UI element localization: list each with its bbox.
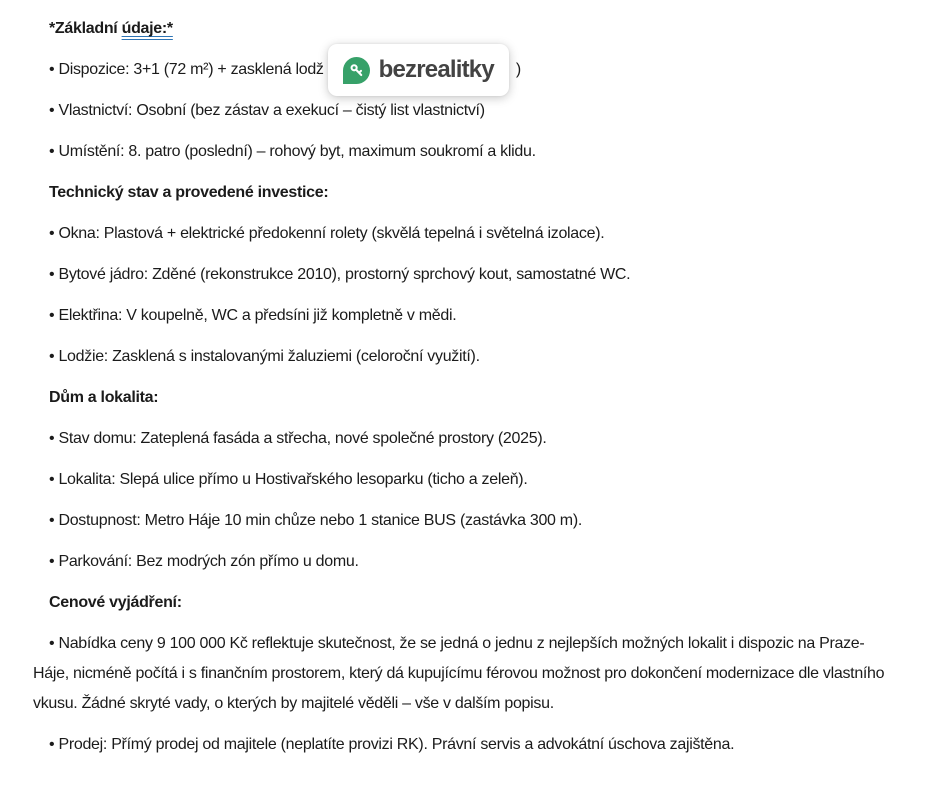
heading-cenove-vyjadreni: Cenové vyjádření: xyxy=(49,594,182,612)
dispozice-text-before: • Dispozice: 3+1 (72 m²) + zasklená lodž xyxy=(49,61,324,79)
bezrealitky-logo-text: bezrealitky xyxy=(378,56,494,83)
heading-dum-a-lokalita: Dům a lokalita: xyxy=(49,389,159,407)
bullet-lodzie: • Lodžie: Zasklená s instalovanými žaluziemi (celoroční využití). xyxy=(49,348,480,366)
title-underlined-part: údaje:* xyxy=(121,20,173,37)
title-prefix: *Základní xyxy=(49,20,122,37)
bullet-bytove-jadro: • Bytové jádro: Zděné (rekonstrukce 2010), prostorný sprchový kout, samostatné WC. xyxy=(49,266,631,284)
section-title-zakladni-udaje xyxy=(33,14,885,44)
bullet-umisteni: • Umístění: 8. patro (poslední) – rohový byt, maximum soukromí a klidu. xyxy=(49,143,536,161)
bullet-elektrina: • Elektřina: V koupelně, WC a předsíni již kompletně v mědi. xyxy=(49,307,457,325)
bezrealitky-logo-badge xyxy=(328,44,509,96)
bullet-parkovani: • Parkování: Bez modrých zón přímo u domu. xyxy=(49,553,359,571)
bullet-dostupnost: • Dostupnost: Metro Háje 10 min chůze nebo 1 stanice BUS (zastávka 300 m). xyxy=(49,512,583,530)
bullet-nabidka-ceny: • Nabídka ceny 9 100 000 Kč reflektuje skutečnost, že se jedná o jednu z nejlepších možných lokalit i dispozic na Praze-Háje, nicméně počítá i s finančním prostorem, který dá kupujícímu férovou možnost pro dokončení modernizace dle vlastního vkusu. Žádné skryté vady, o kterých by majitelé věděli – vše v dalším popisu. xyxy=(33,635,885,713)
bullet-vlastnictvi: • Vlastnictví: Osobní (bez zástav a exekucí – čistý list vlastnictví) xyxy=(49,102,485,120)
bullet-stav-domu: • Stav domu: Zateplená fasáda a střecha, nové společné prostory (2025). xyxy=(49,430,547,448)
dispozice-text-after: ) xyxy=(515,61,521,79)
bullet-dispozice xyxy=(33,55,885,85)
bullet-okna: • Okna: Plastová + elektrické předokenní rolety (skvělá tepelná i světelná izolace). xyxy=(49,225,605,243)
bullet-prodej: • Prodej: Přímý prodej od majitele (neplatíte provizi RK). Právní servis a advokátní úschova zajištěna. xyxy=(49,736,735,754)
key-pin-icon xyxy=(343,57,370,84)
bullet-lokalita: • Lokalita: Slepá ulice přímo u Hostivařského lesoparku (ticho a zeleň). xyxy=(49,471,528,489)
heading-technicky-stav: Technický stav a provedené investice: xyxy=(49,184,329,202)
